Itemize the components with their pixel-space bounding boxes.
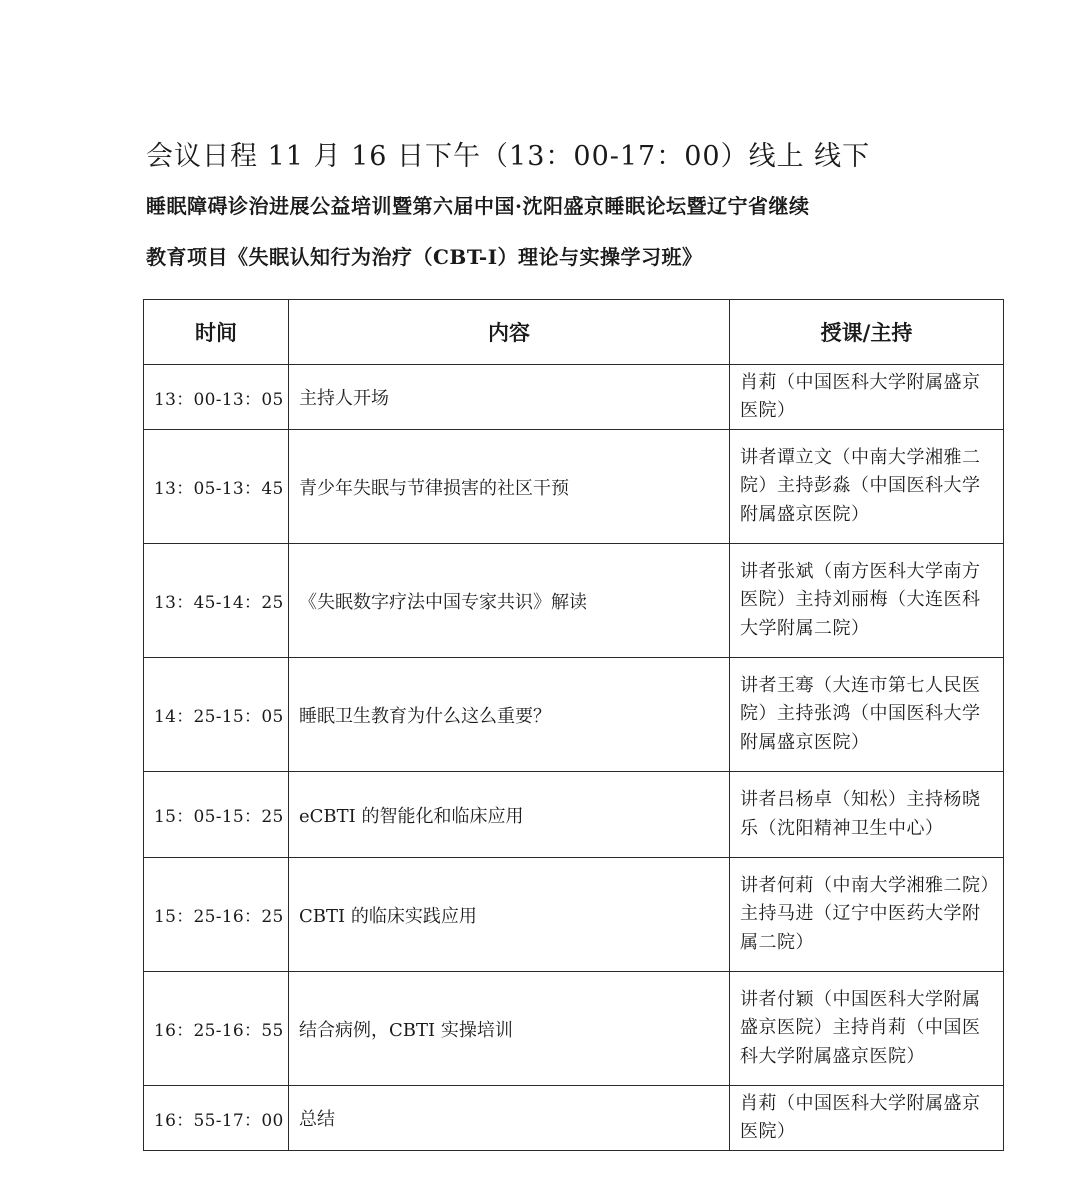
schedule-table — [143, 299, 1004, 1151]
table-row — [144, 1086, 1004, 1151]
session-content: 睡眠卫生教育为什么这么重要？ — [289, 658, 730, 772]
session-host: 讲者张斌（南方医科大学南方医院）主持刘丽梅（大连医科大学附属二院） — [730, 544, 1004, 658]
table-row — [144, 365, 1004, 430]
session-time: 14：25-15：05 — [144, 658, 289, 772]
session-content: CBTI 的临床实践应用 — [289, 858, 730, 972]
session-host: 讲者何莉（中南大学湘雅二院）主持马进（辽宁中医药大学附属二院） — [730, 858, 1004, 972]
session-content: 主持人开场 — [289, 365, 730, 430]
session-time: 13：00-13：05 — [144, 365, 289, 430]
session-time: 13：45-14：25 — [144, 544, 289, 658]
column-header-host: 授课/主持 — [730, 300, 1004, 365]
session-time: 13：05-13：45 — [144, 430, 289, 544]
session-content: 结合病例，CBTI 实操培训 — [289, 972, 730, 1086]
session-time: 16：55-17：00 — [144, 1086, 289, 1151]
table-row — [144, 658, 1004, 772]
table-row — [144, 972, 1004, 1086]
table-header-row — [144, 300, 1004, 365]
session-host: 肖莉（中国医科大学附属盛京医院） — [730, 1086, 1004, 1151]
session-time: 16：25-16：55 — [144, 972, 289, 1086]
page-title: 会议日程 11 月 16 日下午（13：00-17：00）线上 线下 — [146, 141, 871, 172]
column-header-time: 时间 — [144, 300, 289, 365]
subtitle-line-2: 教育项目《失眠认知行为治疗（CBT-I）理论与实操学习班》 — [146, 245, 703, 269]
table-row — [144, 858, 1004, 972]
session-host: 讲者谭立文（中南大学湘雅二院）主持彭淼（中国医科大学附属盛京医院） — [730, 430, 1004, 544]
table-row — [144, 544, 1004, 658]
subtitle-line-1: 睡眠障碍诊治进展公益培训暨第六届中国·沈阳盛京睡眠论坛暨辽宁省继续 — [146, 194, 810, 218]
session-time: 15：05-15：25 — [144, 772, 289, 858]
table-row — [144, 430, 1004, 544]
session-host: 讲者付颖（中国医科大学附属盛京医院）主持肖莉（中国医科大学附属盛京医院） — [730, 972, 1004, 1086]
session-host: 肖莉（中国医科大学附属盛京医院） — [730, 365, 1004, 430]
session-content: 《失眠数字疗法中国专家共识》解读 — [289, 544, 730, 658]
session-host: 讲者王骞（大连市第七人民医院）主持张鸿（中国医科大学附属盛京医院） — [730, 658, 1004, 772]
session-time: 15：25-16：25 — [144, 858, 289, 972]
column-header-content: 内容 — [289, 300, 730, 365]
session-content: eCBTI 的智能化和临床应用 — [289, 772, 730, 858]
table-row — [144, 772, 1004, 858]
session-host: 讲者吕杨卓（知松）主持杨晓乐（沈阳精神卫生中心） — [730, 772, 1004, 858]
session-content: 总结 — [289, 1086, 730, 1151]
session-content: 青少年失眠与节律损害的社区干预 — [289, 430, 730, 544]
